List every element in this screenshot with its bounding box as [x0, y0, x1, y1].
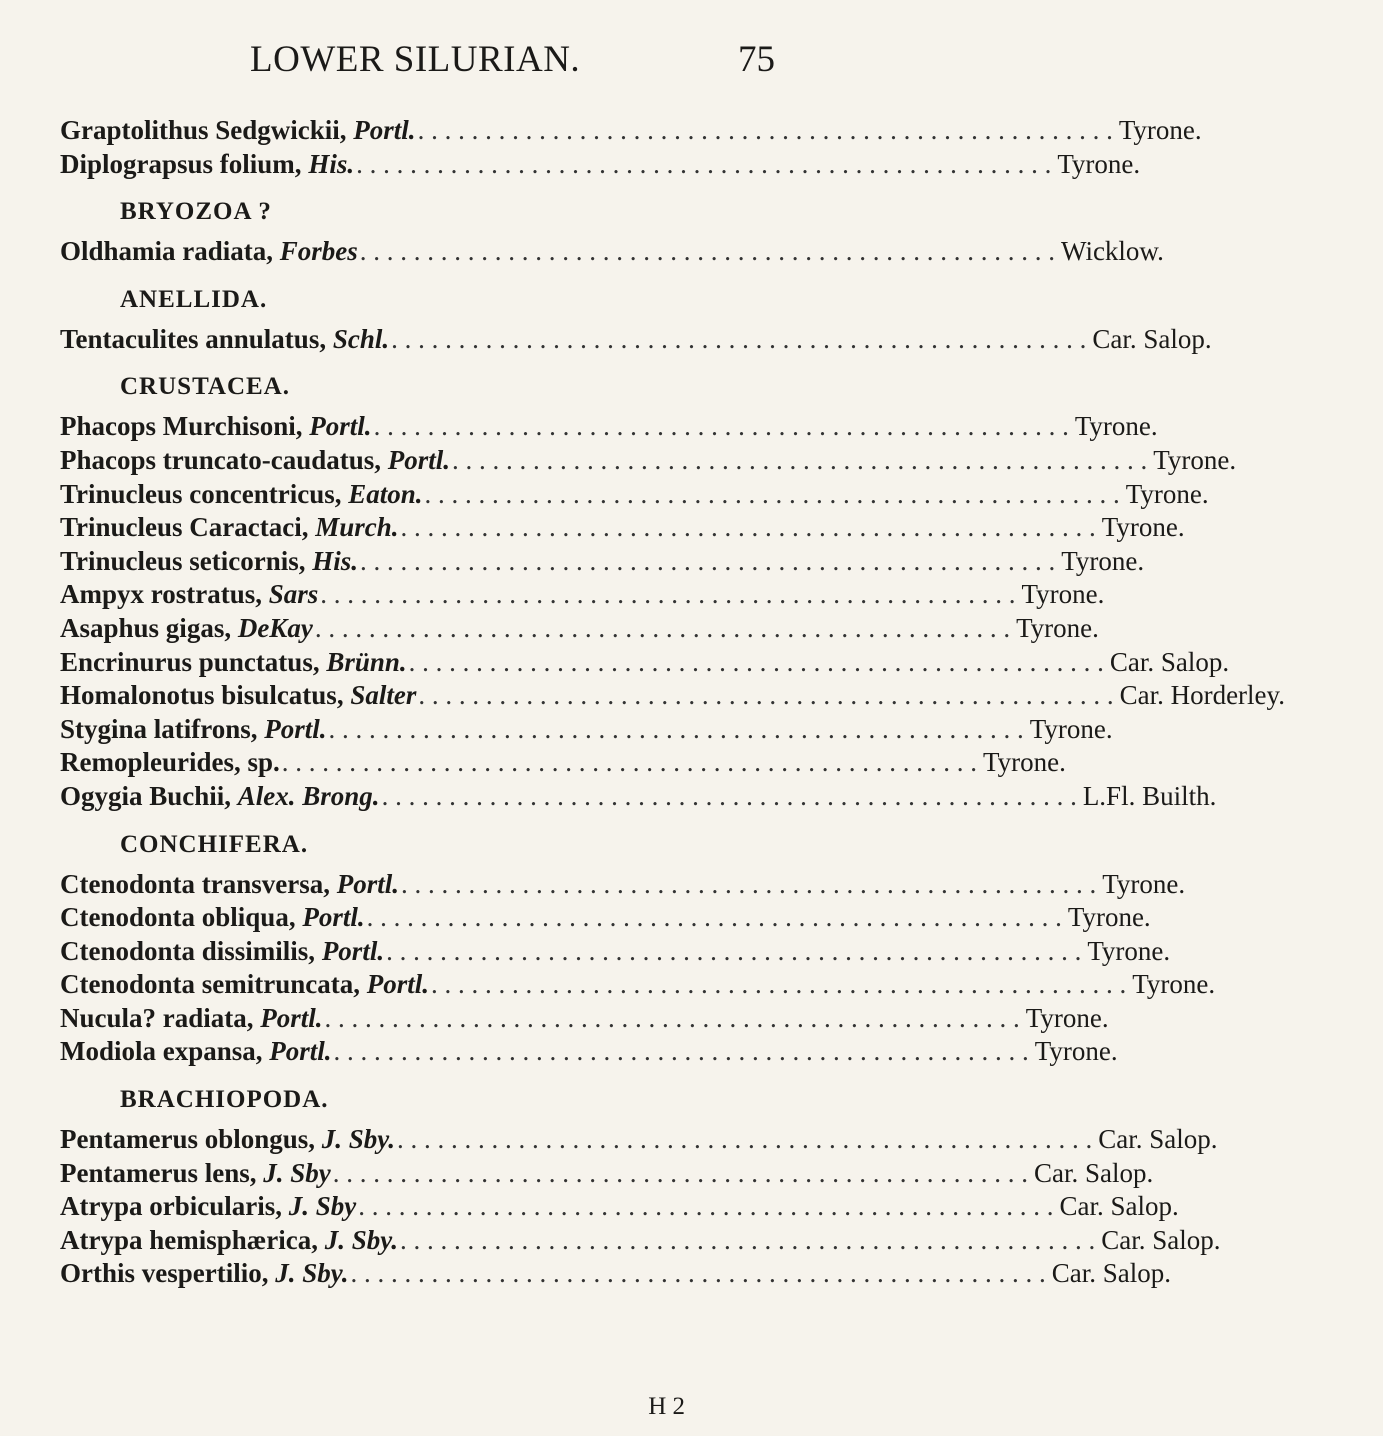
species-entry — [60, 1191, 1179, 1225]
species-authority: Eaton. — [348, 478, 423, 509]
species-name-group — [60, 149, 354, 180]
locality: Tyrone. — [1102, 868, 1186, 899]
dot-leader — [401, 869, 1096, 900]
species-name: Stygina latifrons, — [60, 713, 258, 744]
species-entry — [60, 512, 1185, 546]
species-name: Nucula? radiata, — [60, 1002, 254, 1033]
species-name: Atrypa orbicularis, — [60, 1191, 282, 1222]
dot-leader — [333, 1158, 1028, 1189]
species-entry — [60, 323, 1212, 358]
species-name: Trinucleus seticornis, — [60, 545, 306, 576]
species-authority: Portl. — [309, 411, 372, 442]
species-authority: Portl. — [336, 868, 400, 899]
locality: Tyrone. — [1074, 411, 1158, 442]
dot-leader — [356, 149, 1051, 180]
species-name-group — [60, 579, 318, 610]
page-header — [0, 38, 801, 88]
dot-leader — [325, 1003, 1020, 1034]
locality: Tyrone. — [1025, 1002, 1109, 1033]
locality: Wicklow. — [1061, 236, 1164, 267]
species-authority: J. Sby. — [275, 1258, 349, 1289]
species-name-group — [60, 1036, 332, 1067]
species-authority: Schl. — [332, 323, 390, 354]
section-heading: ANELLIDA. — [120, 285, 268, 313]
section-heading: CONCHIFERA. — [120, 830, 309, 858]
species-name: Asaphus gigas, — [60, 612, 232, 643]
species-authority: Brünn. — [326, 646, 407, 677]
species-name-group — [60, 647, 407, 678]
locality: Tyrone. — [1125, 478, 1209, 509]
species-name: Modiola expansa, — [60, 1036, 263, 1067]
species-entry — [60, 236, 1164, 270]
species-authority: Portl. — [353, 115, 416, 145]
species-name: Remopleurides, sp. — [60, 747, 280, 778]
dot-leader — [452, 445, 1147, 476]
species-name-group — [60, 781, 380, 812]
species-name-group — [60, 1258, 348, 1289]
species-name: Ogygia Buchii, — [60, 780, 232, 811]
locality: Tyrone. — [1016, 612, 1099, 643]
species-name-group — [60, 613, 313, 644]
section — [60, 357, 1286, 814]
species-entry — [60, 680, 1286, 714]
locality: Tyrone. — [1029, 713, 1113, 744]
species-name: Ctenodonta obliqua, — [60, 902, 296, 933]
dot-leader — [391, 324, 1086, 355]
species-entry — [60, 1157, 1154, 1192]
dot-leader — [431, 969, 1126, 1000]
dot-leader — [401, 512, 1096, 543]
species-entry — [60, 780, 1217, 815]
dot-leader — [360, 236, 1055, 267]
species-authority: Portl. — [387, 444, 451, 475]
species-name: Trinucleus concentricus, — [60, 478, 342, 509]
page-number: 75 — [738, 39, 775, 80]
species-name: Trinucleus Caractaci, — [60, 512, 309, 543]
species-authority: J. Sby. — [321, 1124, 396, 1155]
species-entry — [60, 115, 1202, 149]
species-entry — [60, 1124, 1218, 1158]
species-authority: Portl. — [366, 969, 429, 1000]
species-name-group — [60, 680, 416, 711]
section-heading: BRACHIOPODA. — [120, 1086, 329, 1114]
locality: Tyrone. — [1101, 512, 1185, 543]
species-authority: Murch. — [315, 512, 399, 543]
species-authority: Forbes — [279, 236, 358, 267]
species-name-group — [60, 714, 327, 745]
species-authority: J. Sby — [263, 1157, 331, 1188]
species-entry — [60, 902, 1151, 936]
species-entry — [60, 868, 1186, 903]
species-name: Atrypa hemisphærica, — [60, 1224, 318, 1255]
locality: L.Fl. Builth. — [1082, 780, 1217, 811]
species-entry — [60, 1036, 1118, 1070]
dot-leader — [386, 936, 1081, 967]
species-name: Homalonotus bisulcatus, — [60, 680, 344, 711]
running-title: LOWER SILURIAN. — [250, 39, 581, 80]
species-name-group — [60, 115, 416, 146]
species-entry — [60, 1224, 1221, 1259]
locality: Tyrone. — [1034, 1036, 1118, 1067]
species-authority: Salter — [350, 680, 417, 711]
species-entry — [60, 612, 1099, 647]
species-entry — [60, 1002, 1109, 1037]
dot-leader — [360, 546, 1055, 577]
locality: Tyrone. — [1153, 444, 1237, 475]
species-list — [60, 115, 1286, 1292]
locality: Car. Salop. — [1098, 1124, 1218, 1155]
locality: Car. Horderley. — [1119, 680, 1286, 711]
species-name-group — [60, 445, 450, 476]
species-name: Diplograpsus folium, — [60, 148, 302, 179]
dot-leader — [367, 902, 1062, 933]
section — [60, 115, 1202, 182]
locality: Car. Salop. — [1101, 1224, 1221, 1255]
species-name-group — [60, 411, 372, 442]
section-heading: CRUSTACEA. — [120, 373, 290, 401]
species-name-group — [60, 1158, 331, 1189]
species-name-group — [60, 936, 384, 967]
species-name-group — [60, 969, 429, 1000]
species-name: Ctenodonta transversa, — [60, 868, 330, 899]
dot-leader — [374, 411, 1069, 442]
species-authority: J. Sby. — [324, 1224, 398, 1255]
species-name-group — [60, 236, 358, 267]
species-entry — [60, 478, 1209, 513]
species-name-group — [60, 512, 399, 543]
species-entry — [60, 579, 1105, 613]
species-authority: Portl. — [269, 1036, 332, 1067]
species-name-group — [60, 479, 423, 510]
section — [60, 270, 1212, 358]
species-name: Encrinurus punctatus, — [60, 646, 320, 677]
species-entry — [60, 713, 1113, 748]
locality: Car. Salop. — [1109, 646, 1230, 677]
species-name-group — [60, 869, 399, 900]
species-entry — [60, 935, 1171, 970]
species-entry — [60, 545, 1145, 580]
species-name: Graptolithus Sedgwickii, — [60, 115, 347, 145]
dot-leader — [329, 714, 1024, 745]
species-entry — [60, 969, 1216, 1003]
locality: Tyrone. — [1061, 545, 1145, 576]
locality: Car. Salop. — [1051, 1258, 1171, 1289]
locality: Tyrone. — [1021, 579, 1105, 610]
locality: Tyrone. — [1118, 115, 1202, 145]
species-name: Ampyx rostratus, — [60, 579, 262, 610]
species-entry — [60, 1258, 1171, 1292]
species-name-group — [60, 546, 358, 577]
section-heading: BRYOZOA ? — [120, 198, 272, 226]
species-entry — [60, 444, 1237, 479]
signature-mark: H 2 — [648, 1393, 685, 1420]
section — [60, 182, 1164, 270]
species-name-group — [60, 324, 389, 355]
locality: Car. Salop. — [1033, 1157, 1154, 1188]
locality: Car. Salop. — [1059, 1191, 1179, 1222]
species-name: Ctenodonta dissimilis, — [60, 935, 316, 966]
locality: Tyrone. — [1132, 969, 1216, 1000]
locality: Tyrone. — [983, 747, 1066, 778]
species-authority: Portl. — [321, 935, 385, 966]
species-entry — [60, 747, 1066, 781]
species-name: Orthis vespertilio, — [60, 1258, 269, 1289]
locality: Tyrone. — [1087, 935, 1171, 966]
dot-leader — [358, 1191, 1053, 1222]
species-authority: His. — [308, 148, 355, 179]
species-entry — [60, 148, 1141, 183]
species-entry — [60, 646, 1230, 681]
section — [60, 815, 1216, 1071]
species-name-group — [60, 1003, 323, 1034]
dot-leader — [400, 1225, 1095, 1256]
dot-leader — [409, 647, 1104, 678]
species-authority: Portl. — [302, 902, 365, 933]
species-authority: J. Sby — [288, 1191, 357, 1222]
species-entry — [60, 411, 1158, 445]
species-name: Tentaculites annulatus, — [60, 323, 327, 354]
dot-leader — [320, 579, 1015, 610]
dot-leader — [350, 1258, 1045, 1289]
species-name-group — [60, 747, 280, 778]
dot-leader — [315, 613, 1010, 644]
species-authority: Portl. — [260, 1002, 323, 1033]
species-name: Pentamerus lens, — [60, 1157, 257, 1188]
species-name: Phacops Murchisoni, — [60, 411, 303, 442]
dot-leader — [382, 781, 1077, 812]
species-name-group — [60, 902, 365, 933]
species-name: Oldhamia radiata, — [60, 236, 274, 267]
dot-leader — [418, 115, 1113, 146]
dot-leader — [425, 479, 1120, 510]
species-authority: Alex. Brong. — [237, 780, 380, 811]
dot-leader — [418, 680, 1113, 711]
species-authority: Sars — [268, 579, 319, 610]
species-name-group — [60, 1225, 398, 1256]
species-authority: DeKay — [237, 612, 313, 643]
locality: Tyrone. — [1067, 902, 1151, 933]
locality: Tyrone. — [1057, 148, 1141, 179]
species-authority: Portl. — [264, 713, 327, 744]
species-name: Ctenodonta semitruncata, — [60, 969, 360, 1000]
section — [60, 1070, 1221, 1292]
species-name-group — [60, 1191, 356, 1222]
species-authority: His. — [312, 545, 359, 576]
species-name-group — [60, 1124, 395, 1155]
dot-leader — [334, 1036, 1029, 1067]
locality: Car. Salop. — [1092, 323, 1212, 354]
species-name: Pentamerus oblongus, — [60, 1124, 316, 1155]
species-name: Phacops truncato-caudatus, — [60, 444, 382, 475]
dot-leader — [397, 1124, 1092, 1155]
dot-leader — [282, 747, 977, 778]
